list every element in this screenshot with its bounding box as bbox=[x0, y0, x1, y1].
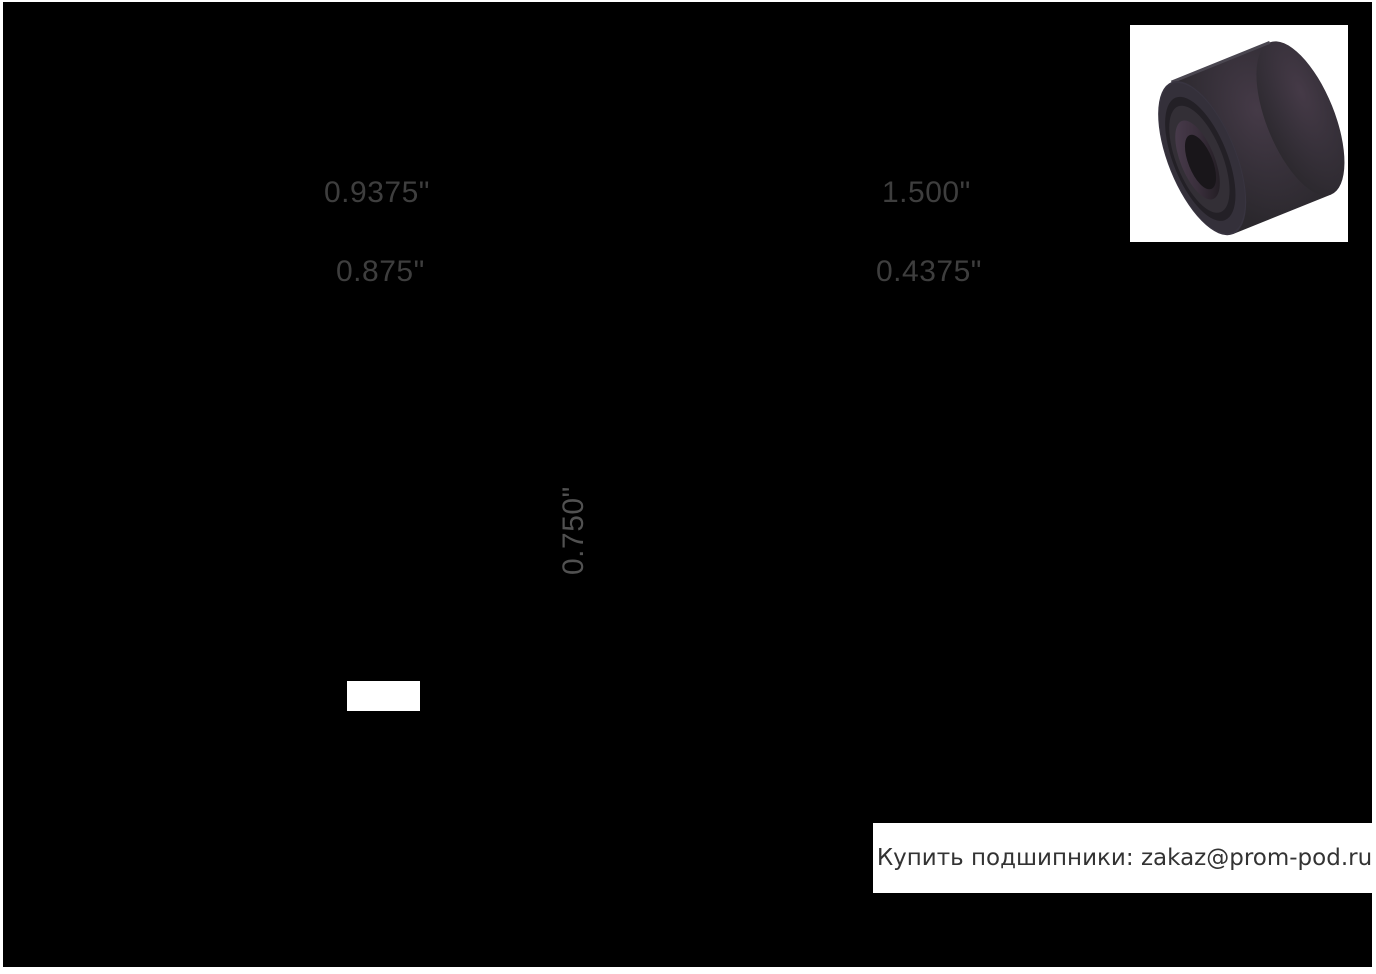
bearing-image bbox=[1130, 25, 1348, 242]
dimension-label-bore: 0.4375" bbox=[876, 255, 982, 288]
dimension-label-width-vertical: 0.750" bbox=[557, 486, 590, 575]
contact-banner bbox=[873, 823, 1376, 893]
dimension-label-inner: 0.875" bbox=[336, 255, 425, 288]
blank-patch bbox=[347, 681, 420, 711]
product-photo-panel bbox=[1130, 25, 1348, 242]
dimension-label-stud-od: 0.9375" bbox=[324, 176, 430, 209]
bearing-cylinder bbox=[1140, 30, 1348, 242]
contact-label: Купить подшипники: bbox=[876, 845, 1134, 871]
dimension-label-roller-od: 1.500" bbox=[882, 176, 971, 209]
contact-email[interactable]: zakaz@prom-pod.ru bbox=[1140, 845, 1373, 871]
